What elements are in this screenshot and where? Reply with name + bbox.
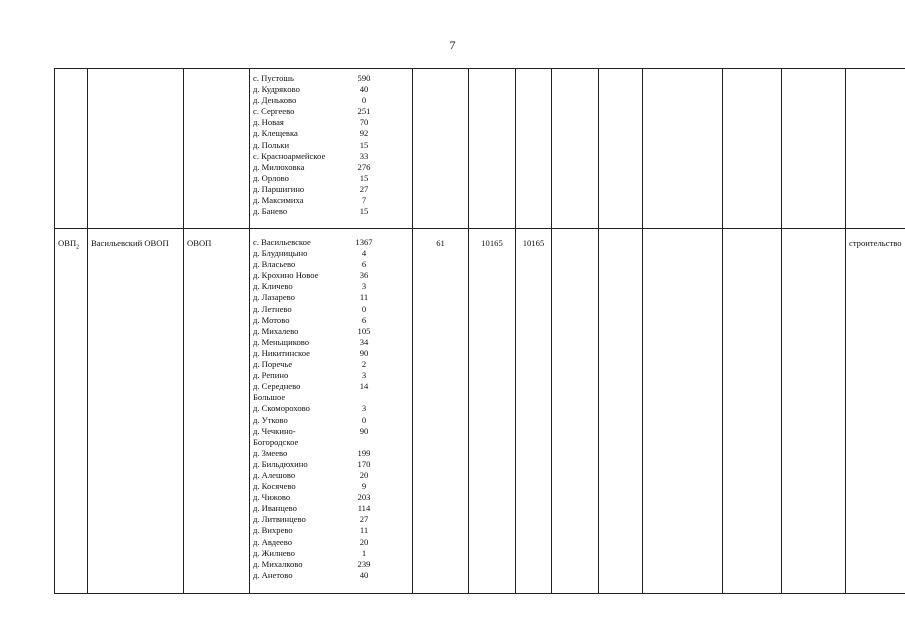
settlement-line xyxy=(253,503,412,514)
settlement-population: 15 xyxy=(359,172,369,183)
settlement-line xyxy=(253,426,412,437)
settlement-population: 92 xyxy=(359,128,369,139)
facility-code-index: 2 xyxy=(76,244,80,251)
settlement-name: д. Кличево xyxy=(253,281,293,292)
settlement-line xyxy=(253,437,412,448)
settlement-population: 3 xyxy=(361,370,367,381)
settlement-name: с. Красноармейское xyxy=(253,150,326,161)
settlement-line xyxy=(253,117,412,128)
settlement-name: д. Орлово xyxy=(253,172,289,183)
settlement-line xyxy=(253,315,412,326)
settlement-population: 20 xyxy=(359,469,369,480)
settlement-population: 27 xyxy=(359,183,369,194)
settlement-population: 15 xyxy=(359,139,369,150)
value-cell-c3 xyxy=(552,229,599,594)
settlement-name: д. Польки xyxy=(253,139,290,150)
settlement-name: д. Меньщиково xyxy=(253,336,310,347)
settlement-population: 27 xyxy=(359,514,369,525)
settlement-name: д. Чижово xyxy=(253,492,291,503)
value-cell-c2 xyxy=(516,69,552,229)
settlement-population: 9 xyxy=(361,481,367,492)
settlement-population: 3 xyxy=(361,281,367,292)
value-cell-total: 61 xyxy=(413,229,469,594)
settlement-line xyxy=(253,415,412,426)
settlement-population: 0 xyxy=(361,303,367,314)
value-cell-c4 xyxy=(599,229,643,594)
settlement-name: д. Иванцево xyxy=(253,503,297,514)
settlement-population: 4 xyxy=(361,248,367,259)
settlement-name: д. Косячево xyxy=(253,481,296,492)
settlement-name: д. Власьево xyxy=(253,259,296,270)
settlement-population: 90 xyxy=(359,425,369,436)
settlement-line xyxy=(253,270,412,281)
settlements-cell xyxy=(250,229,413,594)
note-cell xyxy=(846,69,905,229)
settlement-name: д. Крохино Новое xyxy=(253,270,319,281)
value-cell-c6 xyxy=(723,69,782,229)
settlement-name: с. Пустошь xyxy=(253,73,294,83)
settlement-line xyxy=(253,195,412,206)
settlement-population: 170 xyxy=(357,458,371,469)
settlement-line xyxy=(253,337,412,348)
settlement-population xyxy=(339,392,389,403)
settlement-population: 590 xyxy=(357,73,371,83)
settlement-name: д. Чечкино- xyxy=(253,425,296,436)
settlement-line xyxy=(253,381,412,392)
settlement-population: 70 xyxy=(359,117,369,128)
settlement-line xyxy=(253,392,412,403)
settlement-name: д. Поречье xyxy=(253,359,293,370)
settlement-population: 251 xyxy=(357,106,371,117)
settlement-population: 0 xyxy=(361,414,367,425)
settlement-line xyxy=(253,359,412,370)
settlement-line xyxy=(253,281,412,292)
facility-code-cell xyxy=(55,229,88,594)
settlement-name: д. Никитинское xyxy=(253,347,310,358)
settlement-name: д. Михалково xyxy=(253,558,303,569)
value-cell-c4 xyxy=(599,69,643,229)
settlement-name: д. Анетово xyxy=(253,569,293,580)
settlement-line xyxy=(253,326,412,337)
facility-type xyxy=(184,69,250,229)
settlement-line xyxy=(253,184,412,195)
settlement-population: 1367 xyxy=(355,237,373,247)
facility-name: Васильевский ОВОП xyxy=(88,229,184,594)
settlement-line xyxy=(253,84,412,95)
settlement-name: д. Вихрево xyxy=(253,525,293,536)
settlement-line xyxy=(253,106,412,117)
settlement-name: д. Авдеево xyxy=(253,536,293,547)
settlement-line xyxy=(253,537,412,548)
settlement-population: 276 xyxy=(357,161,371,172)
settlement-population: 2 xyxy=(361,359,367,370)
facility-code-cell xyxy=(55,69,88,229)
settlement-line xyxy=(253,403,412,414)
settlement-population xyxy=(339,437,389,448)
settlement-line xyxy=(253,140,412,151)
settlement-line xyxy=(253,459,412,470)
settlement-population: 34 xyxy=(359,336,369,347)
settlement-line xyxy=(253,548,412,559)
settlement-name: д. Лазарево xyxy=(253,292,295,303)
value-cell-c2: 10165 xyxy=(516,229,552,594)
settlement-line xyxy=(253,128,412,139)
settlement-name: Большое xyxy=(253,392,286,403)
value-cell-c3 xyxy=(552,69,599,229)
settlement-line xyxy=(253,570,412,581)
settlement-name: д. Жилнево xyxy=(253,547,295,558)
settlement-name: д. Блудницыно xyxy=(253,248,308,259)
settlement-name: с. Васильевское xyxy=(253,237,311,247)
settlement-population: 0 xyxy=(361,95,367,106)
value-cell-total xyxy=(413,69,469,229)
settlement-line xyxy=(253,304,412,315)
value-cell-c7 xyxy=(782,229,846,594)
settlement-name: д. Кудрякoво xyxy=(253,84,300,95)
value-cell-c5 xyxy=(643,229,723,594)
settlement-name: д. Репино xyxy=(253,370,289,381)
settlement-line xyxy=(253,151,412,162)
settlement-population: 33 xyxy=(359,150,369,161)
settlement-name: д. Банево xyxy=(253,206,288,217)
settlements-cell xyxy=(250,69,413,229)
settlement-population: 203 xyxy=(357,492,371,503)
settlement-population: 15 xyxy=(359,206,369,217)
table-row xyxy=(55,229,905,594)
settlement-population: 239 xyxy=(357,558,371,569)
note-cell: строительство xyxy=(846,229,905,594)
settlement-population: 20 xyxy=(359,536,369,547)
settlement-name: д. Паршигино xyxy=(253,183,305,194)
settlement-name: д. Новая xyxy=(253,117,284,128)
facility-type: ОВОП xyxy=(184,229,250,594)
settlement-population: 199 xyxy=(357,447,371,458)
page-number: 7 xyxy=(449,38,456,52)
facility-name xyxy=(88,69,184,229)
settlement-population: 114 xyxy=(357,503,371,514)
settlement-population: 7 xyxy=(361,195,367,206)
settlement-name: д. Змеево xyxy=(253,447,288,458)
settlement-name: д. Клещевка xyxy=(253,128,298,139)
settlement-population: 40 xyxy=(359,569,369,580)
settlement-population: 6 xyxy=(361,259,367,270)
settlement-line xyxy=(253,73,412,84)
settlement-population: 1 xyxy=(361,547,367,558)
settlement-line xyxy=(253,559,412,570)
table-row xyxy=(55,69,905,229)
settlement-line xyxy=(253,448,412,459)
settlement-name: с. Сергеево xyxy=(253,106,295,117)
settlement-line xyxy=(253,259,412,270)
settlement-name: д. Алешово xyxy=(253,469,296,480)
settlement-line xyxy=(253,492,412,503)
settlement-line xyxy=(253,514,412,525)
settlement-line xyxy=(253,248,412,259)
settlement-line xyxy=(253,95,412,106)
settlement-line xyxy=(253,370,412,381)
settlement-name: д. Михалево xyxy=(253,325,299,336)
settlement-population: 105 xyxy=(357,325,371,336)
settlement-population: 36 xyxy=(359,270,369,281)
settlement-line xyxy=(253,470,412,481)
value-cell-c1 xyxy=(469,69,516,229)
value-cell-c5 xyxy=(643,69,723,229)
settlement-name: д. Бильдюхино xyxy=(253,458,308,469)
settlement-population: 3 xyxy=(361,403,367,414)
settlement-population: 6 xyxy=(361,314,367,325)
value-cell-c7 xyxy=(782,69,846,229)
settlement-name: д. Середнево xyxy=(253,381,301,392)
settlement-population: 90 xyxy=(359,347,369,358)
settlement-name: Богородское xyxy=(253,436,299,447)
settlement-population: 11 xyxy=(359,525,369,536)
settlement-population: 14 xyxy=(359,381,369,392)
settlement-line xyxy=(253,292,412,303)
settlement-name: д. Деньково xyxy=(253,95,297,106)
settlement-name: д. Утково xyxy=(253,414,288,425)
facility-code: ОВП xyxy=(58,238,77,248)
value-cell-c1: 10165 xyxy=(469,229,516,594)
settlement-line xyxy=(253,481,412,492)
settlement-name: д. Летнево xyxy=(253,303,292,314)
settlement-name: д. Литвинцево xyxy=(253,514,306,525)
settlement-line xyxy=(253,206,412,217)
settlement-population: 40 xyxy=(359,84,369,95)
settlement-line xyxy=(253,162,412,173)
settlement-line xyxy=(253,237,412,248)
settlement-line xyxy=(253,525,412,536)
settlement-line xyxy=(253,348,412,359)
settlement-line xyxy=(253,173,412,184)
settlement-population: 11 xyxy=(359,292,369,303)
facilities-table xyxy=(54,68,905,594)
settlement-name: д. Мотово xyxy=(253,314,290,325)
value-cell-c6 xyxy=(723,229,782,594)
settlement-name: д. Милюховка xyxy=(253,161,305,172)
settlement-name: д. Скоморохово xyxy=(253,403,310,414)
settlement-name: д. Максимиха xyxy=(253,195,304,206)
